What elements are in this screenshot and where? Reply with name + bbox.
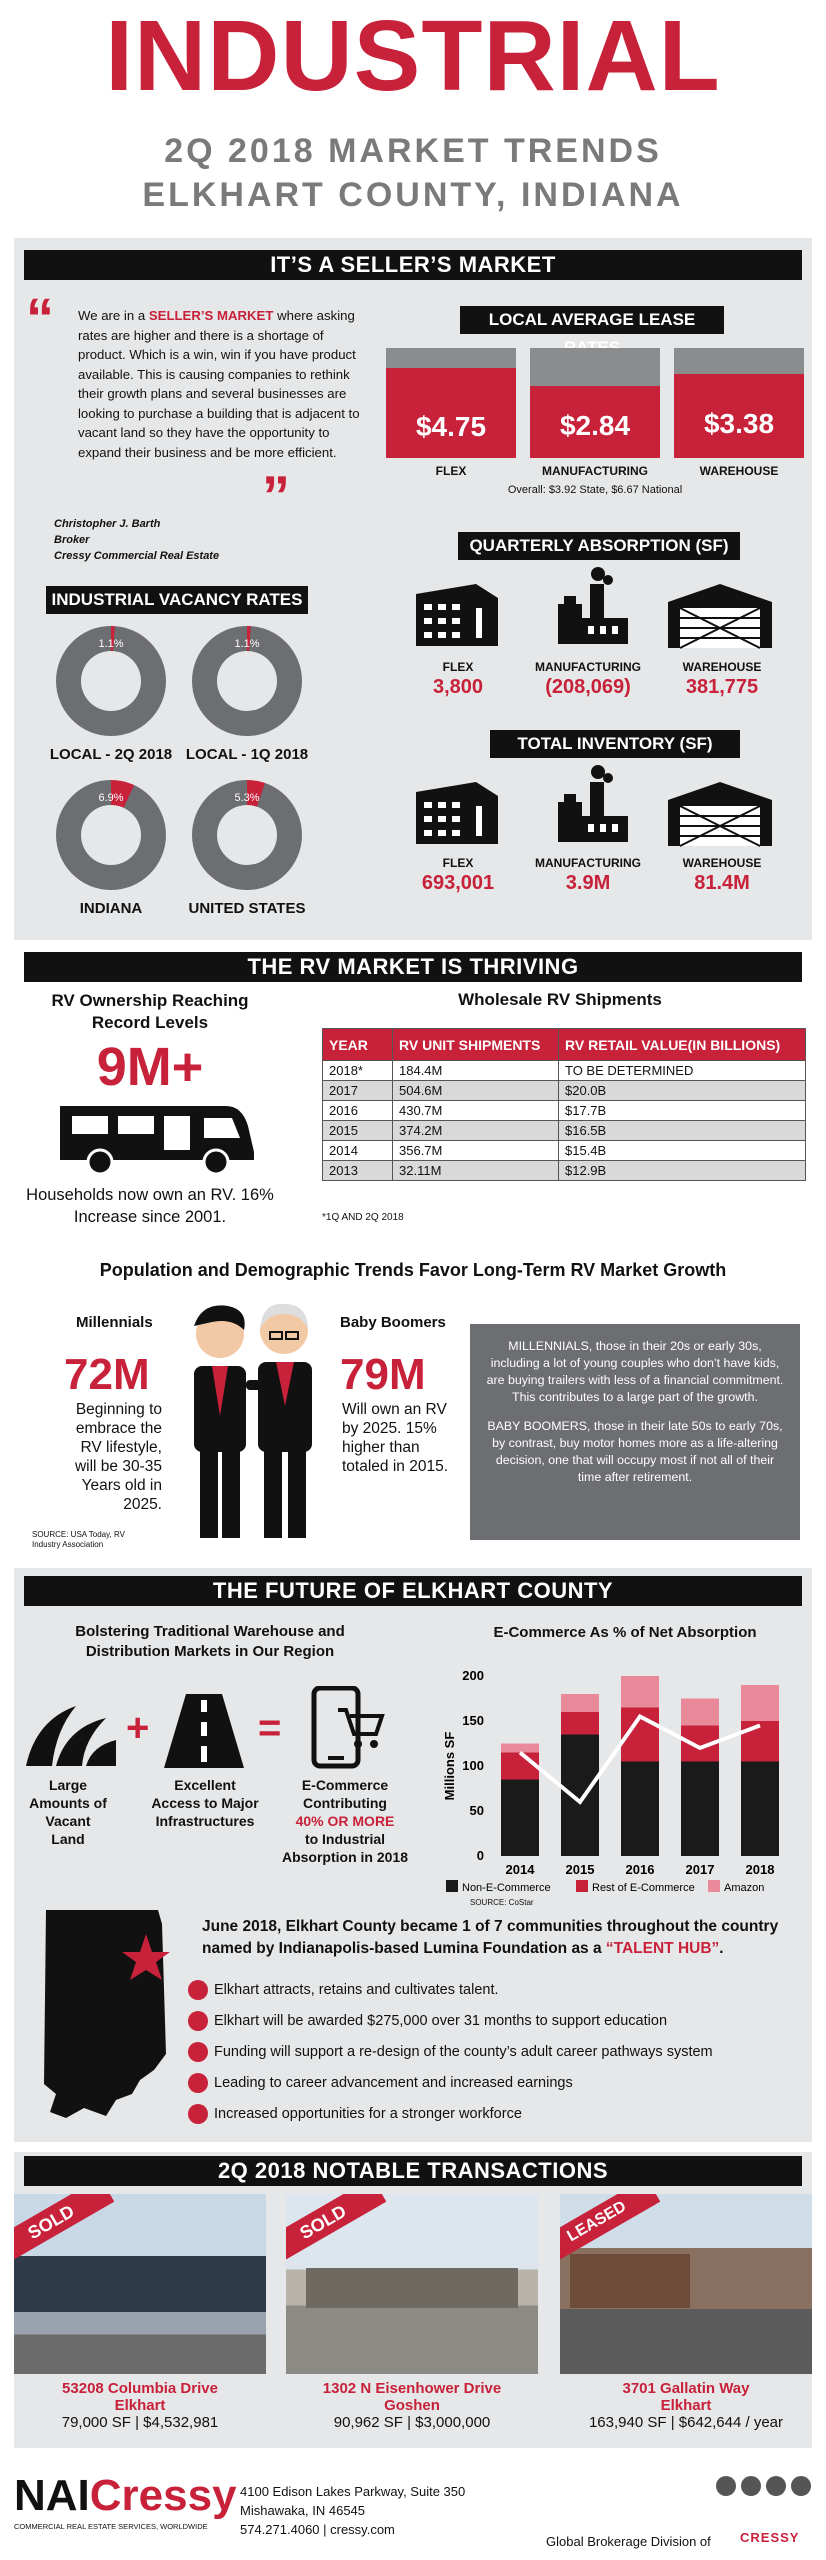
vacancy-donut-indiana: 6.9% (56, 780, 166, 890)
y-tick-label: 50 (469, 1803, 484, 1818)
talent-bullet: Increased opportunities for a stronger workforce (214, 2106, 522, 2122)
flex-building-icon (406, 574, 506, 650)
vacancy-label-indiana: INDIANA (79, 900, 143, 917)
bar-non-e-commerce (561, 1735, 599, 1857)
factory-icon (538, 566, 638, 650)
addr-line-2: Mishawaka, IN 46545 (240, 2503, 366, 2518)
lease-warehouse-label: WAREHOUSE (699, 464, 779, 478)
x-tick-label: 2017 (685, 1862, 715, 1877)
cell: 2016 (323, 1101, 393, 1121)
txn-city: Elkhart (660, 2397, 712, 2414)
cell: 356.7M (393, 1141, 559, 1161)
quote-author (54, 516, 219, 564)
vacancy-header: INDUSTRIAL VACANCY RATES (46, 586, 308, 614)
talent-bullet: Elkhart will be awarded $275,000 over 31 months to support education (214, 2013, 667, 2029)
cell: 2013 (323, 1161, 393, 1181)
inventory-manufacturing-value: 3.9M (565, 872, 611, 894)
inventory-manufacturing-label: MANUFACTURING (535, 856, 641, 870)
global-division-text: Global Brokerage Division of (546, 2534, 711, 2549)
lease-manufacturing-fill: $2.84 (530, 386, 660, 458)
talent-intro (202, 1916, 782, 1960)
millennials-text: Beginning to embrace the RV lifestyle, will be 30-35 Years old in 2025. (74, 1401, 162, 1513)
bolster-title: Bolstering Traditional Warehouse and Distribution Markets in Our Region (75, 1623, 345, 1660)
social-icons (716, 2476, 811, 2496)
legend-label: Amazon (724, 1882, 765, 1894)
lease-warehouse-fill: $3.38 (674, 374, 804, 458)
flex-building-icon (406, 772, 506, 848)
property-photo-1 (14, 2194, 266, 2374)
boomers-value: 79M (340, 1350, 426, 1399)
talent-hub-emphasis: “TALENT HUB” (605, 1940, 720, 1957)
absorption-header: QUARTERLY ABSORPTION (SF) (458, 532, 740, 560)
cell: $16.5B (559, 1121, 806, 1141)
demo-box-millennials: MILLENNIALS, those in their 20s or early 30s, including a lot of young couples who don’t have kids, are buying trailers with less of a financial commitment. This contributes to a large part of the growth. (486, 1339, 784, 1404)
boomers-text: Will own an RV by 2025. 15% higher than totaled in 2015. (342, 1401, 449, 1475)
quote-pre: We are in a (78, 308, 149, 323)
rv-shipments-table (322, 1028, 806, 1181)
cell: 184.4M (393, 1061, 559, 1081)
quote-post: where asking rates are higher and there is a shortage of product. Which is a win, win if you have product available. This is causing companies to rethink their growth plans and several businesses are looking to purchase a building that is adjacent to vacant land so they have the opportunity to expand their business and be more efficient. (78, 308, 360, 460)
absorption-manufacturing-label: MANUFACTURING (535, 660, 641, 674)
arrow-up-icon (188, 2073, 208, 2093)
road-icon (164, 1694, 244, 1768)
cell: 374.2M (393, 1121, 559, 1141)
eq3-line-b: 40% OR MORE (295, 1813, 395, 1829)
land-icon (26, 1700, 116, 1766)
equals-sign: = (258, 1706, 282, 1750)
txn-info: 79,000 SF | $4,532,981 (61, 2414, 219, 2431)
transaction-1 (10, 2380, 270, 2431)
cell: $20.0B (559, 1081, 806, 1101)
legend-label: Rest of E-Commerce (592, 1882, 695, 1894)
cell: $12.9B (559, 1161, 806, 1181)
quote-emphasis: SELLER’S MARKET (148, 308, 274, 323)
property-photo-2 (286, 2194, 538, 2374)
y-tick-label: 200 (462, 1668, 484, 1683)
txn-address: 53208 Columbia Drive (62, 2380, 218, 2397)
people-icon (188, 1980, 208, 2000)
inventory-warehouse-label: WAREHOUSE (682, 856, 762, 870)
lease-flex-fill: $4.75 (386, 368, 516, 458)
quote-open-mark: “ (26, 286, 54, 349)
txn-info: 163,940 SF | $642,644 / year (588, 2414, 784, 2431)
col-year: YEAR (323, 1029, 393, 1061)
txn-city: Elkhart (114, 2397, 166, 2414)
vacancy-donut-local-1q: 1.1% (192, 626, 302, 736)
chart-source: SOURCE: CoStar (470, 1898, 534, 1907)
nai-cressy-logo (14, 2472, 237, 2520)
legend-swatch (446, 1880, 458, 1892)
addr-line-3: 574.271.4060 | cressy.com (240, 2522, 395, 2537)
people-illustration (172, 1296, 332, 1546)
cell: 2017 (323, 1081, 393, 1101)
vacancy-donut-us: 5.3% (192, 780, 302, 890)
sold-ribbon: SOLD (286, 2194, 386, 2267)
subtitle-1: 2Q 2018 MARKET TRENDS (164, 132, 662, 170)
rv-table-note: *1Q AND 2Q 2018 (322, 1212, 404, 1223)
cell: 2014 (323, 1141, 393, 1161)
instagram-icon[interactable] (791, 2476, 811, 2496)
absorption-warehouse-label: WAREHOUSE (682, 660, 762, 674)
bar-non-e-commerce (501, 1780, 539, 1857)
sellers-header: IT’S A SELLER’S MARKET (24, 250, 802, 280)
cell: 32.11M (393, 1161, 559, 1181)
facebook-icon[interactable] (716, 2476, 736, 2496)
transactions-header: 2Q 2018 NOTABLE TRANSACTIONS (24, 2156, 802, 2186)
addr-line-1: 4100 Edison Lakes Parkway, Suite 350 (240, 2484, 466, 2499)
boomers-label: Baby Boomers (340, 1314, 446, 1331)
legend-swatch (708, 1880, 720, 1892)
legend-label: Non-E-Commerce (462, 1882, 551, 1894)
x-tick-label: 2015 (565, 1862, 595, 1877)
vacancy-label-us: UNITED STATES (188, 900, 306, 917)
cell: $15.4B (559, 1141, 806, 1161)
cell: 430.7M (393, 1101, 559, 1121)
demo-title: Population and Demographic Trends Favor Long-Term RV Market Growth (99, 1260, 727, 1280)
absorption-flex-label: FLEX (442, 660, 474, 674)
absorption-manufacturing-value: (208,069) (545, 676, 631, 698)
bar-amazon (621, 1676, 659, 1708)
lease-manufacturing-label: MANUFACTURING (542, 464, 648, 478)
inventory-header: TOTAL INVENTORY (SF) (490, 730, 740, 758)
cell: $17.7B (559, 1101, 806, 1121)
bar-amazon (681, 1699, 719, 1726)
col-value: RV RETAIL VALUE(IN BILLIONS) (559, 1029, 806, 1061)
table-row (323, 1161, 806, 1181)
txn-address: 3701 Gallatin Way (622, 2380, 750, 2397)
bar-amazon (501, 1744, 539, 1753)
document-icon (188, 2042, 208, 2062)
transaction-3 (556, 2380, 816, 2431)
phone-cart-icon (304, 1686, 388, 1770)
rv-ownership-text: Households now own an RV. 16% Increase since 2001. (26, 1186, 274, 1226)
motorhome-icon (56, 1096, 256, 1176)
vacancy-label-local-1q: LOCAL - 1Q 2018 (185, 746, 309, 763)
eq-access-label: Excellent Access to Major Infrastructures (151, 1777, 259, 1829)
lease-header: LOCAL AVERAGE LEASE (460, 306, 724, 334)
author-name: Christopher J. Barth (54, 518, 161, 530)
indiana-map-icon (36, 1904, 186, 2124)
eq3-line-c: to Industrial Absorption in 2018 (281, 1831, 409, 1865)
eq-land-label: Large Amounts of Vacant Land (29, 1777, 107, 1847)
lease-flex-label: FLEX (435, 464, 467, 478)
table-header-row (323, 1029, 806, 1061)
txn-address: 1302 N Eisenhower Drive (322, 2380, 502, 2397)
logo-cressy: Cressy (89, 2471, 237, 2520)
inventory-flex-value: 693,001 (421, 872, 495, 894)
ecommerce-chart (440, 1648, 810, 1898)
absorption-warehouse-value: 381,775 (685, 676, 759, 698)
logo-tagline: COMMERCIAL REAL ESTATE SERVICES, WORLDWIDE (14, 2522, 208, 2531)
cressy-small-logo: CRESSY (740, 2530, 800, 2545)
property-photo-3 (560, 2194, 812, 2374)
eq3-line-a: E-Commerce Contributing (301, 1777, 389, 1811)
twitter-icon[interactable] (741, 2476, 761, 2496)
lease-overall: Overall: $3.92 State, $6.67 National (507, 484, 683, 496)
demo-box-boomers: BABY BOOMERS, those in their late 50s to early 70s, by contrast, buy motor homes more as a life-altering decision, one that will occupy most if not all of their time after retirement. (487, 1419, 783, 1484)
vacancy-donut-local-2q: 1.1% (56, 626, 166, 736)
demo-info-box (470, 1324, 800, 1540)
bar-amazon (741, 1685, 779, 1721)
money-icon (188, 2011, 208, 2031)
inventory-warehouse-value: 81.4M (694, 872, 750, 894)
subtitle-2: ELKHART COUNTY, INDIANA (142, 176, 684, 214)
logo-nai: NAI (14, 2471, 90, 2520)
bar-rest-of-e-commerce (561, 1712, 599, 1735)
future-header: THE FUTURE OF ELKHART COUNTY (24, 1576, 802, 1606)
table-row (323, 1061, 806, 1081)
quote-close-mark: ” (262, 464, 290, 527)
table-row (323, 1101, 806, 1121)
bar-amazon (561, 1694, 599, 1712)
sold-ribbon: SOLD (14, 2194, 114, 2267)
talent-intro-post: . (719, 1940, 724, 1957)
warehouse-icon (664, 780, 776, 848)
seller-quote (78, 306, 370, 462)
x-tick-label: 2016 (625, 1862, 655, 1877)
eq-ecommerce-label (280, 1776, 410, 1866)
warehouse-icon (664, 582, 776, 650)
cell: 2018* (323, 1061, 393, 1081)
transaction-2 (282, 2380, 542, 2431)
rv-ownership-value: 9M+ (96, 1037, 204, 1097)
talent-bullet: Funding will support a re-design of the county’s adult career pathways system (214, 2044, 713, 2060)
table-row (323, 1141, 806, 1161)
lease-flex-bar (386, 348, 516, 458)
vacancy-label-local-2q: LOCAL - 2Q 2018 (49, 746, 173, 763)
inventory-flex-label: FLEX (442, 856, 474, 870)
talent-bullet: Elkhart attracts, retains and cultivates talent. (214, 1982, 499, 1998)
lease-manufacturing-bar (530, 348, 660, 458)
cell: TO BE DETERMINED (559, 1061, 806, 1081)
y-axis-label: Millions SF (442, 1731, 457, 1801)
txn-info: 90,962 SF | $3,000,000 (333, 2414, 491, 2431)
leased-ribbon: LEASED (560, 2194, 660, 2267)
chart-title: E-Commerce As % of Net Absorption (493, 1624, 757, 1641)
millennials-label: Millennials (76, 1314, 153, 1331)
talent-bullet: Leading to career advancement and increased earnings (214, 2075, 573, 2091)
demo-source: SOURCE: USA Today, RV Industry Association (32, 1530, 125, 1549)
col-units: RV UNIT SHIPMENTS (393, 1029, 559, 1061)
bar-non-e-commerce (621, 1762, 659, 1857)
x-tick-label: 2018 (745, 1862, 775, 1877)
cell: 504.6M (393, 1081, 559, 1101)
millennials-value: 72M (64, 1350, 150, 1399)
bar-non-e-commerce (681, 1762, 719, 1857)
author-company: Cressy Commercial Real Estate (54, 550, 220, 562)
y-tick-label: 150 (462, 1713, 484, 1728)
main-title: INDUSTRIAL (105, 0, 721, 112)
y-tick-label: 0 (476, 1848, 484, 1863)
refresh-icon (188, 2104, 208, 2124)
lease-warehouse-bar (674, 348, 804, 458)
author-title: Broker (54, 534, 90, 546)
bar-non-e-commerce (741, 1762, 779, 1857)
y-tick-label: 100 (462, 1758, 484, 1773)
absorption-flex-value: 3,800 (432, 676, 484, 698)
rv-ownership-title: RV Ownership Reaching Record Levels (51, 991, 249, 1032)
txn-city: Goshen (384, 2397, 440, 2414)
plus-sign: + (126, 1706, 150, 1750)
table-row (323, 1121, 806, 1141)
cell: 2015 (323, 1121, 393, 1141)
talent-intro-pre: June 2018, Elkhart County became 1 of 7 communities throughout the country named by Indianapolis-based Lumina Foundation as a (202, 1918, 779, 1957)
legend-swatch (576, 1880, 588, 1892)
rv-shipments-title: Wholesale RV Shipments (458, 990, 662, 1009)
factory-icon (538, 764, 638, 848)
table-row (323, 1081, 806, 1101)
x-tick-label: 2014 (505, 1862, 535, 1877)
footer-address (240, 2482, 465, 2539)
linkedin-icon[interactable] (766, 2476, 786, 2496)
rv-header: THE RV MARKET IS THRIVING (24, 952, 802, 982)
